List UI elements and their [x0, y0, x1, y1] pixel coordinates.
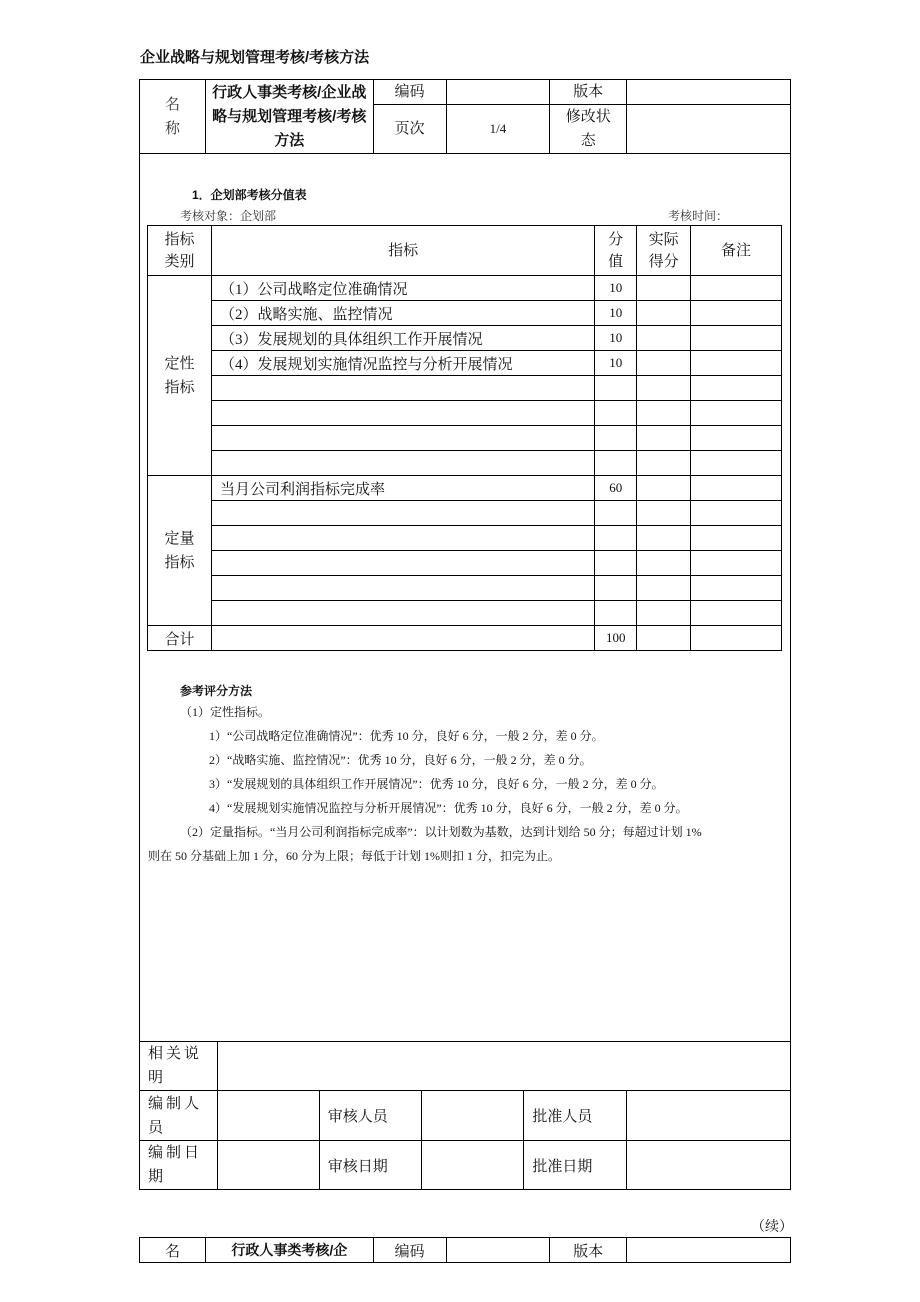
actual-score-cell[interactable]	[637, 376, 691, 401]
table-row	[148, 351, 782, 376]
assessment-time: 考核时间：	[668, 209, 729, 223]
remark-cell[interactable]	[691, 301, 782, 326]
indicator-cell: （3）发展规划的具体组织工作开展情况	[211, 326, 594, 351]
actual-score-cell[interactable]	[637, 401, 691, 426]
table-row-empty	[148, 451, 782, 476]
category-quantitative: 定量指标	[148, 476, 212, 626]
reviewed-by-label: 审核人员	[319, 1091, 421, 1141]
table-row-empty	[148, 576, 782, 601]
header2-code-value	[446, 1238, 550, 1263]
approved-by-label: 批准人员	[524, 1091, 627, 1141]
header-name-value: 行政人事类考核/企业战略与规划管理考核/考核方法	[205, 80, 373, 154]
approved-date-label: 批准日期	[524, 1141, 627, 1190]
document-title: 企业战略与规划管理考核/考核方法	[140, 49, 370, 66]
col-header-category: 指标类别	[148, 226, 212, 276]
table-row	[148, 301, 782, 326]
header-code-label: 编码	[373, 80, 446, 105]
col-header-value: 分值	[595, 226, 637, 276]
actual-score-cell[interactable]	[637, 601, 691, 626]
remark-cell[interactable]	[691, 376, 782, 401]
value-cell[interactable]	[595, 576, 637, 601]
remark-cell[interactable]	[691, 526, 782, 551]
header-page-value: 1/4	[446, 105, 550, 154]
value-cell[interactable]	[595, 501, 637, 526]
value-cell[interactable]	[595, 426, 637, 451]
remark-cell[interactable]	[691, 501, 782, 526]
footer-table	[139, 1041, 791, 1190]
remark-cell[interactable]	[691, 576, 782, 601]
header2-name-value: 行政人事类考核/企	[205, 1238, 373, 1263]
table-row-empty	[148, 376, 782, 401]
header-version-value	[627, 80, 791, 105]
value-cell: 10	[595, 326, 637, 351]
header-revision-label: 修改状态	[550, 105, 627, 154]
value-cell[interactable]	[595, 526, 637, 551]
indicator-cell[interactable]	[211, 501, 594, 526]
actual-score-cell[interactable]	[637, 351, 691, 376]
actual-score-cell[interactable]	[637, 526, 691, 551]
header-revision-value	[627, 105, 791, 154]
header-table-continued	[139, 1237, 791, 1263]
indicator-cell[interactable]	[211, 426, 594, 451]
remark-cell[interactable]	[691, 476, 782, 501]
value-cell[interactable]	[595, 601, 637, 626]
reviewed-by-value[interactable]	[421, 1091, 524, 1141]
value-cell: 10	[595, 351, 637, 376]
col-header-remark: 备注	[691, 226, 782, 276]
method-line: （1）定性指标。	[180, 705, 271, 719]
remark-cell[interactable]	[691, 401, 782, 426]
score-table	[147, 225, 782, 651]
indicator-cell: （4）发展规划实施情况监控与分析开展情况	[211, 351, 594, 376]
table-row	[148, 276, 782, 301]
actual-score-cell[interactable]	[637, 276, 691, 301]
table-row	[148, 326, 782, 351]
method-line: 1）“公司战略定位准确情况”：优秀 10 分，良好 6 分，一般 2 分，差 0 分。	[209, 729, 604, 743]
approved-by-value[interactable]	[627, 1091, 791, 1141]
table-row-empty	[148, 426, 782, 451]
reviewed-date-label: 审核日期	[319, 1141, 421, 1190]
category-qualitative: 定性指标	[148, 276, 212, 476]
method-line: （2）定量指标。“当月公司利润指标完成率”：以计划数为基数，达到计划给 50 分；每超过计划 1%	[180, 825, 702, 839]
header2-code-label: 编码	[373, 1238, 446, 1263]
table-row-empty	[148, 526, 782, 551]
col-header-actual: 实际得分	[637, 226, 691, 276]
remark-cell[interactable]	[691, 451, 782, 476]
indicator-cell[interactable]	[211, 451, 594, 476]
related-notes-label: 相关说明	[140, 1042, 218, 1091]
remark-cell[interactable]	[691, 551, 782, 576]
prepared-date-label: 编制日期	[140, 1141, 218, 1190]
reviewed-date-value[interactable]	[421, 1141, 524, 1190]
value-cell: 60	[595, 476, 637, 501]
prepared-by-label: 编制人员	[140, 1091, 218, 1141]
section-title: 1．企划部考核分值表	[192, 188, 307, 202]
actual-score-cell[interactable]	[637, 451, 691, 476]
method-title: 参考评分方法	[180, 684, 253, 698]
value-cell: 10	[595, 301, 637, 326]
header-name-label: 名 称	[140, 80, 206, 154]
assessment-object: 考核对象：企划部	[180, 209, 277, 223]
total-row	[148, 626, 782, 651]
remark-cell[interactable]	[691, 426, 782, 451]
total-label: 合计	[148, 626, 212, 651]
actual-score-cell[interactable]	[637, 576, 691, 601]
header2-version-label: 版本	[550, 1238, 627, 1263]
method-line: 2）“战略实施、监控情况”：优秀 10 分，良好 6 分，一般 2 分，差 0 分。	[209, 753, 592, 767]
table-row	[148, 476, 782, 501]
remark-cell[interactable]	[691, 601, 782, 626]
col-header-indicator: 指标	[211, 226, 594, 276]
indicator-cell[interactable]	[211, 526, 594, 551]
continued-marker: （续）	[751, 1220, 793, 1235]
indicator-cell[interactable]	[211, 376, 594, 401]
header2-version-value	[627, 1238, 791, 1263]
remark-cell[interactable]	[691, 326, 782, 351]
remark-cell[interactable]	[691, 276, 782, 301]
approved-date-value[interactable]	[627, 1141, 791, 1190]
method-line: 4）“发展规划实施情况监控与分析开展情况”：优秀 10 分，良好 6 分，一般 2 分，差 0 分。	[209, 801, 688, 815]
table-row-empty	[148, 551, 782, 576]
indicator-cell[interactable]	[211, 576, 594, 601]
value-cell: 10	[595, 276, 637, 301]
indicator-cell: （1）公司战略定位准确情况	[211, 276, 594, 301]
total-actual-cell[interactable]	[637, 626, 691, 651]
related-notes-value[interactable]	[217, 1042, 790, 1091]
header-code-value	[446, 80, 550, 105]
value-cell[interactable]	[595, 376, 637, 401]
actual-score-cell[interactable]	[637, 301, 691, 326]
actual-score-cell[interactable]	[637, 501, 691, 526]
header-version-label: 版本	[550, 80, 627, 105]
indicator-cell[interactable]	[211, 401, 594, 426]
prepared-date-value[interactable]	[217, 1141, 319, 1190]
table-row-empty	[148, 501, 782, 526]
actual-score-cell[interactable]	[637, 551, 691, 576]
header-page-label: 页次	[373, 105, 446, 154]
actual-score-cell[interactable]	[637, 426, 691, 451]
table-row-empty	[148, 401, 782, 426]
indicator-cell: （2）战略实施、监控情况	[211, 301, 594, 326]
indicator-cell: 当月公司利润指标完成率	[211, 476, 594, 501]
value-cell[interactable]	[595, 401, 637, 426]
indicator-cell[interactable]	[211, 551, 594, 576]
table-row-empty	[148, 601, 782, 626]
total-remark-cell[interactable]	[691, 626, 782, 651]
value-cell[interactable]	[595, 551, 637, 576]
indicator-cell[interactable]	[211, 601, 594, 626]
actual-score-cell[interactable]	[637, 476, 691, 501]
header-table	[139, 79, 791, 154]
total-indicator-cell	[211, 626, 594, 651]
value-cell[interactable]	[595, 451, 637, 476]
method-line: 则在 50 分基础上加 1 分，60 分为上限；每低于计划 1%则扣 1 分，扣完为止。	[148, 849, 560, 863]
actual-score-cell[interactable]	[637, 326, 691, 351]
total-value: 100	[595, 626, 637, 651]
header2-name-label: 名	[140, 1238, 206, 1263]
remark-cell[interactable]	[691, 351, 782, 376]
method-line: 3）“发展规划的具体组织工作开展情况”：优秀 10 分，良好 6 分，一般 2 分，差 0 分。	[209, 777, 664, 791]
prepared-by-value[interactable]	[217, 1091, 319, 1141]
